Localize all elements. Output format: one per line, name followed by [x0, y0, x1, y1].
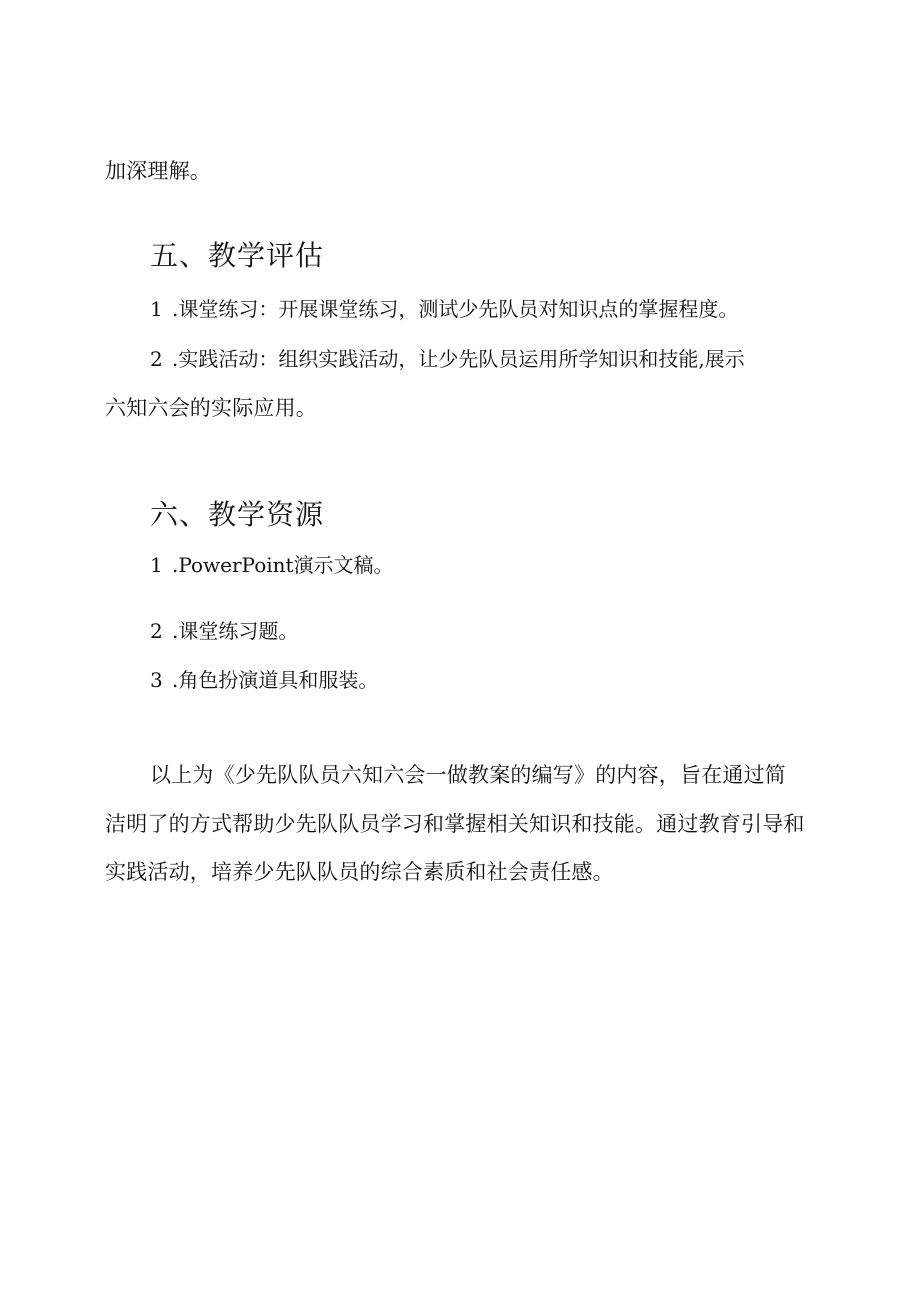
- section-5-heading: 五、教学评估: [150, 239, 325, 272]
- conclusion-line-1: 以上为《少先队队员六知六会一做教案的编写》的内容，旨在通过简: [150, 763, 786, 787]
- item-number: 1: [150, 297, 163, 321]
- section-5-item-2-continuation: 六知六会的实际应用。: [105, 396, 317, 420]
- item-text: .角色扮演道具和服装。: [172, 668, 379, 692]
- section-6-heading: 六、教学资源: [150, 498, 325, 531]
- item-text: .课堂练习：开展课堂练习，测试少先队员对知识点的掌握程度。: [172, 297, 739, 321]
- section-6-item-2: [150, 616, 298, 646]
- section-5-item-1: [150, 294, 738, 324]
- conclusion-line-2: 洁明了的方式帮助少先队队员学习和掌握相关知识和技能。通过教育引导和: [105, 812, 805, 836]
- section-5-item-2: [150, 344, 745, 374]
- item-text: .实践活动：组织实践活动，让少先队员运用所学知识和技能,展示: [172, 347, 745, 371]
- item-number: 2: [150, 619, 163, 643]
- item-number: 1: [150, 553, 163, 577]
- item-text: .PowerPoint演示文稿。: [172, 553, 394, 577]
- item-text: .课堂练习题。: [172, 619, 299, 643]
- item-number: 3: [150, 668, 163, 692]
- intro-tail-text: 加深理解。: [105, 159, 211, 183]
- section-6-item-3: [150, 665, 378, 695]
- item-number: 2: [150, 347, 163, 371]
- section-6-item-1: [150, 550, 394, 580]
- conclusion-line-3: 实践活动，培养少先队队员的综合素质和社会责任感。: [105, 860, 614, 884]
